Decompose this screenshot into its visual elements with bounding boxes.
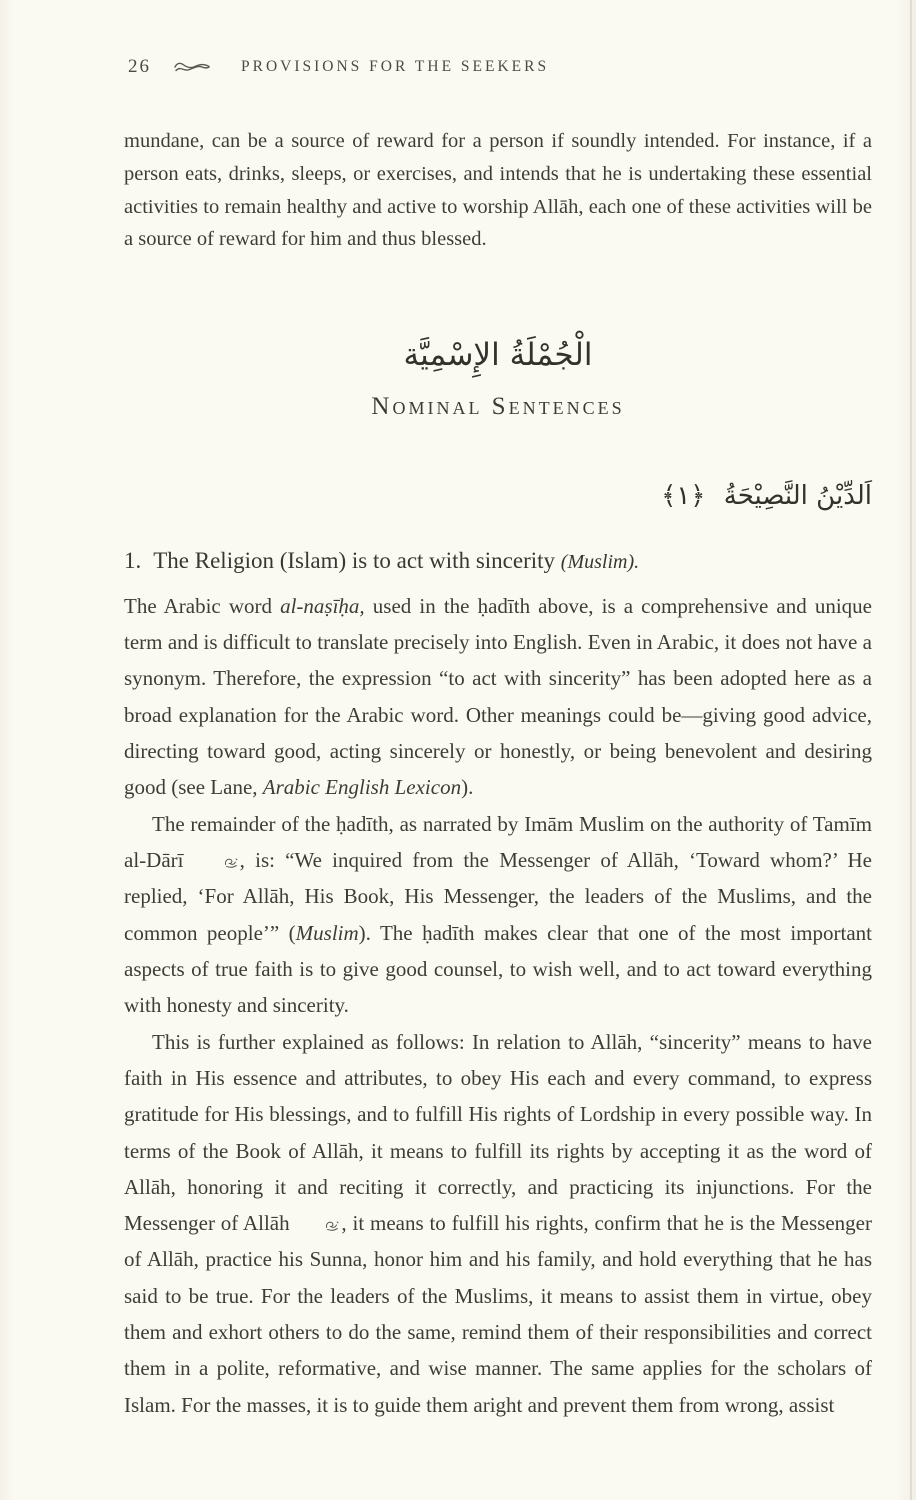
body-paragraph — [124, 1024, 872, 1424]
double-wave-ornament-icon — [173, 60, 211, 74]
text-run: ). — [461, 775, 474, 800]
chapter-english-title: Nominal Sentences — [371, 392, 625, 420]
scan-edge — [910, 0, 912, 1500]
text-run: ). The ḥadīth makes clear that one of the most important aspects of true faith is to give good counsel, to wish well, and to act toward everything with honesty and sincerity. — [124, 920, 872, 1018]
hadith-line — [124, 477, 872, 516]
hadith-arabic-text: اَلدِّيْنُ النَّصِيْحَةُ — [723, 480, 872, 511]
text-run: used in the ḥadīth above, is a comprehensive and unique term and is difficult to translate precisely into English. Even in Arabic, it does not have a synonym. Therefore, the expression “to act with sincerity” has been adopted here as a broad explanation for the Arabic word. Other meanings could be—giving good advice, directing toward good, acting sincerely or honestly, or being benevolent and desiring good (see Lane, — [124, 593, 872, 800]
text-run: This is further explained as follows: In relation to Allāh, “sincerity” means to have faith in His essence and attributes, to obey His each and every command, to express gratitude for His blessings, and to fulfill His rights of Lordship in every possible way. In terms of the Book of Allāh, it means to fulfill its rights by accepting it as the word of Allāh, honoring it and reciting it correctly, and practicing its injunctions. For the Messenger of Allāh — [124, 1029, 872, 1236]
page-number: 26 — [128, 56, 151, 77]
body-paragraph — [124, 806, 872, 1024]
heading-source: (Muslim). — [560, 550, 640, 573]
running-title: PROVISIONS FOR THE SEEKERS — [241, 58, 550, 75]
hadith-number: ﴿١﴾ — [661, 480, 706, 511]
chapter-arabic-title: الْجُمْلَةُ الإِسْمِيَّة — [403, 337, 593, 374]
text-run: The remainder of the ḥadīth, as narrated by Imām Muslim on the authority of Tamīm al-Dārī — [124, 811, 872, 872]
text-run: Arabic English Lexicon — [262, 775, 462, 800]
text-run: , is: “We inquired from the Messenger of Allāh, ‘Toward whom?’ He replied, ‘For Allāh, His Book, His Messenger, the leaders of the Muslims, and the common people’” ( — [124, 847, 872, 945]
page-header — [128, 56, 872, 78]
sallallahu-alayhi-wa-sallam-icon — [295, 1205, 341, 1241]
text-run: al-naṣīḥa, — [280, 593, 365, 618]
intro-paragraph: mundane, can be a source of reward for a person if soundly intended. For instance, if a person eats, drinks, sleeps, or exercises, and intends that he is undertaking these essential activities to remain healthy and active to worship Allāh, each one of these activities will be a source of reward for him and thus blessed. — [124, 130, 872, 251]
heading-number: 1. — [124, 547, 142, 573]
section-heading — [124, 546, 872, 576]
body-paragraphs — [124, 588, 872, 1424]
text-run: The Arabic word — [124, 593, 281, 618]
heading-text: The Religion (Islam) is to act with sincerity — [153, 547, 561, 573]
text-run: , it means to fulfill his rights, confirm that he is the Messenger of Allāh, practice his Sunna, honor him and his family, and hold everything that he has said to be true. For the leaders of the Muslims, it means to assist them in virtue, obey them and exhort others to do the same, remind them of their responsibilities and correct them in a polite, reformative, and wise manner. The same applies for the scholars of Islam. For the masses, it is to guide them aright and prevent them from wrong, assist — [124, 1211, 872, 1417]
body-paragraph — [124, 588, 872, 806]
radi-allahu-anhu-icon — [194, 842, 240, 878]
text-run: Muslim — [295, 920, 359, 945]
